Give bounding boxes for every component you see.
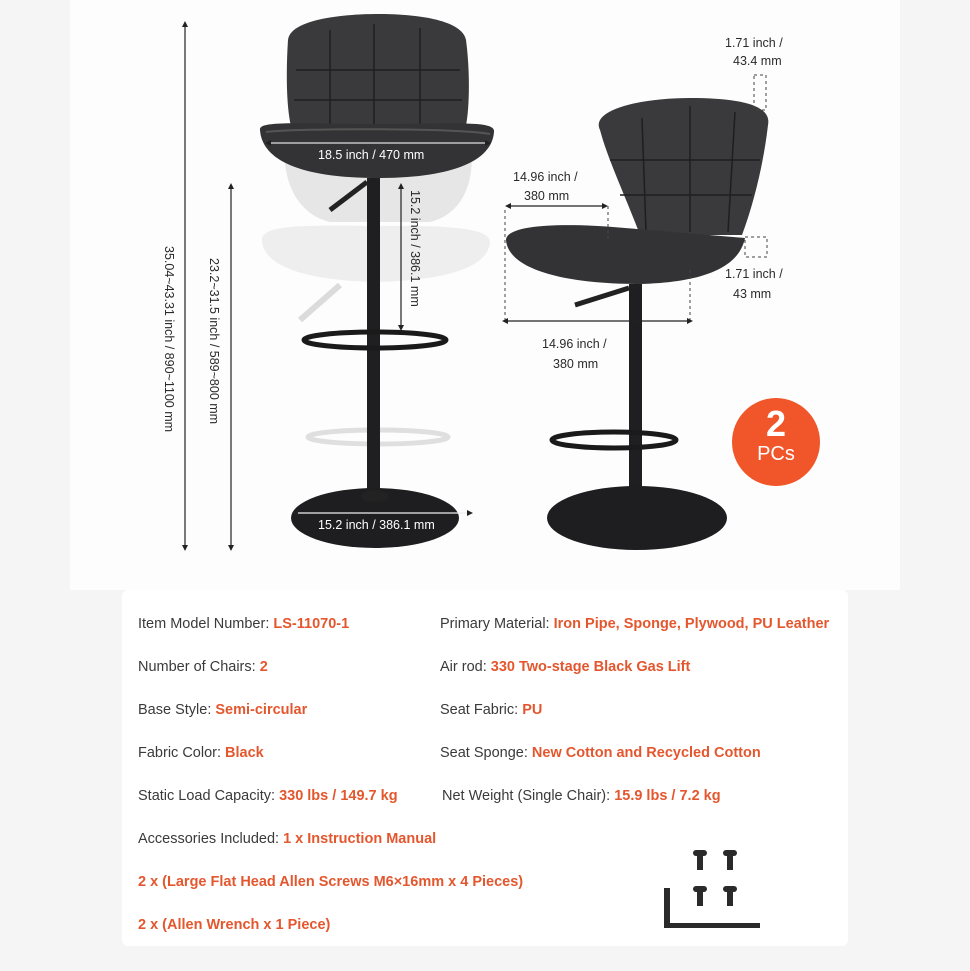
quantity-badge [732, 398, 820, 486]
seat-width-label: 18.5 inch / 470 mm [318, 148, 425, 162]
seat-width2-label-2: 380 mm [553, 357, 599, 371]
badge-number: 2 [765, 403, 787, 444]
back-height-label: 15.2 inch / 386.1 mm [408, 190, 422, 307]
spec-fabric-color: Fabric Color: Black [138, 745, 264, 761]
seat-thickness-label-2: 43 mm [733, 287, 772, 301]
seat-depth-label-2: 380 mm [524, 189, 570, 203]
base-diameter-label: 15.2 inch / 386.1 mm [318, 518, 435, 532]
accessory-screws: 2 x (Large Flat Head Allen Screws M6×16mm x 4 Pieces) [138, 874, 524, 890]
spec-weight: Net Weight (Single Chair): 15.9 lbs / 7.2 kg [442, 788, 721, 804]
seat-depth-label-1: 14.96 inch / [513, 170, 578, 184]
spec-model: Item Model Number: LS-11070-1 [138, 616, 350, 632]
seat-thickness-label-1: 1.71 inch / [725, 267, 783, 281]
spec-air-rod: Air rod: 330 Two-stage Black Gas Lift [440, 659, 691, 675]
spec-seat-sponge: Seat Sponge: New Cotton and Recycled Cotton [440, 745, 761, 761]
right-stool [506, 98, 768, 550]
spec-load: Static Load Capacity: 330 lbs / 149.7 kg [138, 788, 398, 804]
screws-and-wrench-icon [660, 848, 770, 933]
left-stool [260, 14, 494, 548]
badge-unit: PCs [757, 443, 795, 465]
accessory-wrench: 2 x (Allen Wrench x 1 Piece) [138, 917, 331, 933]
spec-chairs: Number of Chairs: 2 [138, 659, 268, 675]
back-thickness-label-1: 1.71 inch / [725, 36, 783, 50]
seat-width2-label-1: 14.96 inch / [542, 337, 607, 351]
spec-material: Primary Material: Iron Pipe, Sponge, Plywood, PU Leather [440, 616, 830, 632]
spec-seat-fabric: Seat Fabric: PU [440, 702, 543, 718]
spec-base: Base Style: Semi-circular [138, 702, 308, 718]
total-height-label: 35.04~43.31 inch / 890~1100 mm [162, 246, 176, 433]
back-thickness-label-2: 43.4 mm [733, 54, 782, 68]
seat-height-label: 23.2~31.5 inch / 589~800 mm [207, 258, 221, 425]
spec-accessories: Accessories Included: 1 x Instruction Manual [138, 831, 437, 847]
